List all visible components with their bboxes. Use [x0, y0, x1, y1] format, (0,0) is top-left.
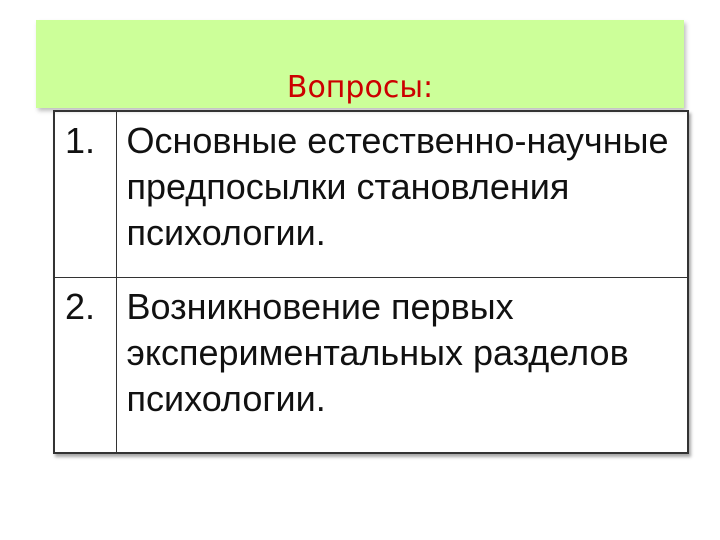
question-text-cell	[116, 277, 688, 453]
question-text: Основные естественно-научные предпосылки становления психологии.	[126, 120, 669, 253]
slide-title: Вопросы:	[286, 70, 434, 105]
table-row	[54, 111, 688, 277]
question-text-cell	[116, 111, 688, 277]
title-banner	[36, 20, 684, 108]
questions-table	[53, 110, 689, 454]
question-number-cell	[54, 111, 116, 277]
table-row	[54, 277, 688, 453]
question-number: 2.	[65, 285, 96, 327]
question-number: 1.	[65, 120, 96, 161]
question-text: Возникновение первых экспериментальных разделов психологии.	[126, 285, 629, 419]
question-number-cell	[54, 277, 116, 453]
